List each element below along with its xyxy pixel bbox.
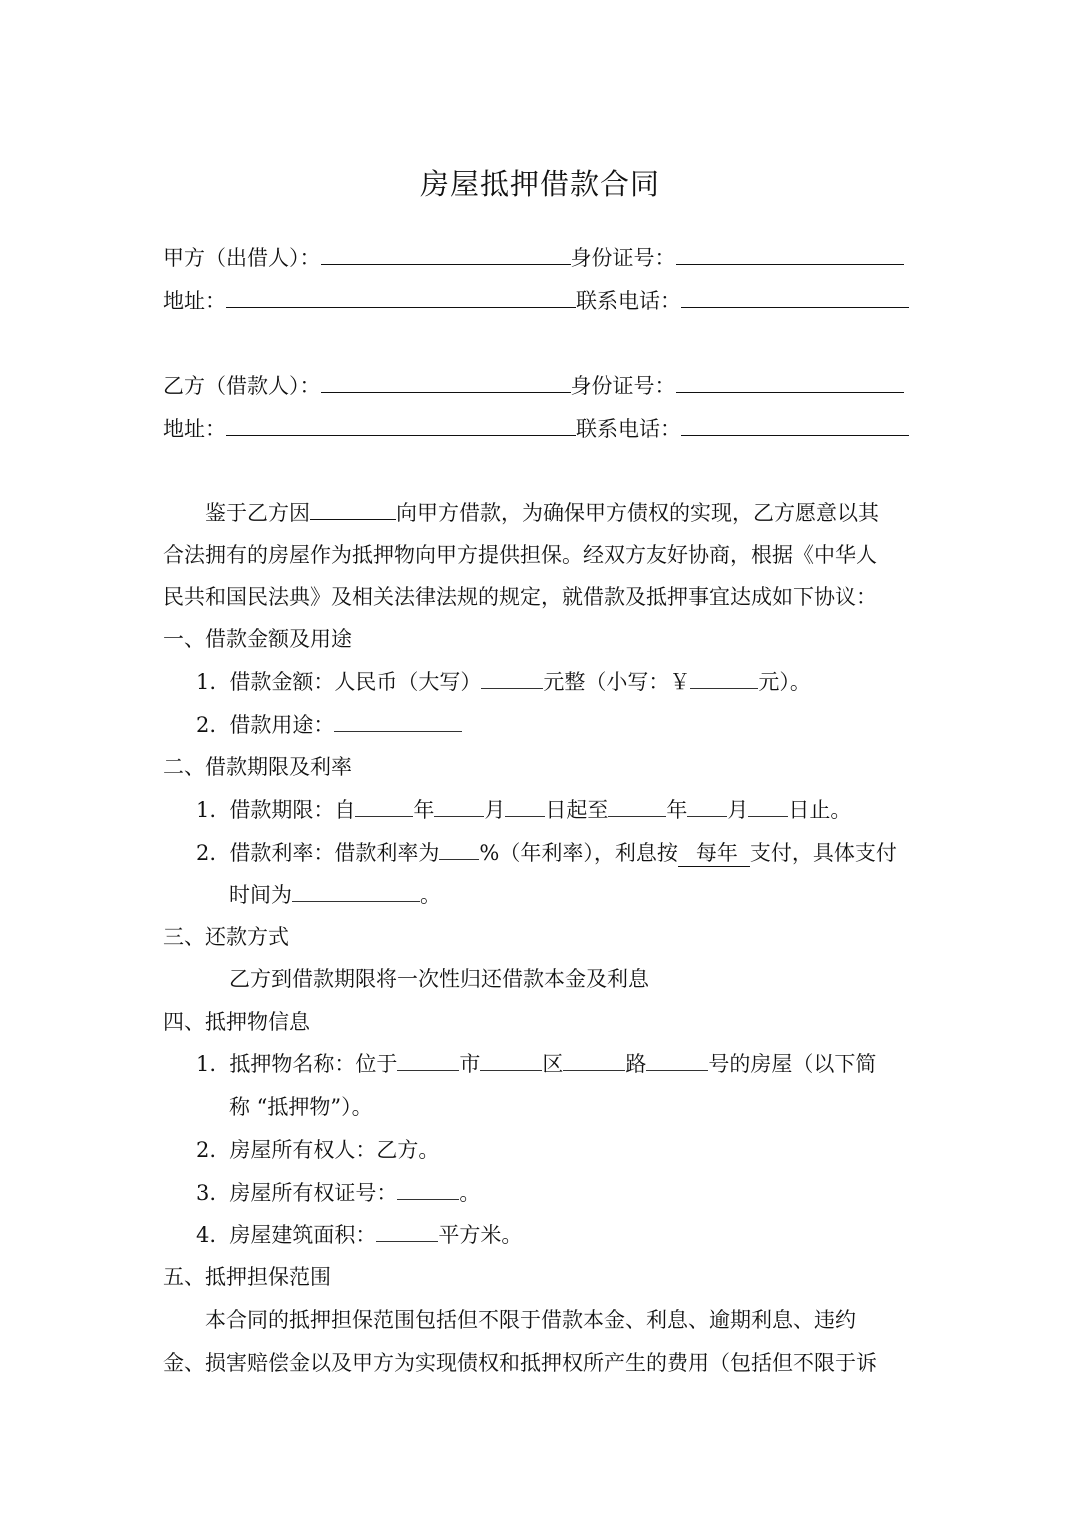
item-text: 年 <box>666 798 688 822</box>
item-text: 房屋建筑面积： <box>229 1223 377 1247</box>
party-a-address-row <box>163 285 909 316</box>
district-field[interactable] <box>480 1050 542 1071</box>
preamble-line-3: 民共和国民法典》及相关法律法规的规定，就借款及抵押事宜达成如下协议： <box>163 585 877 609</box>
item-text: 借款期限：自 <box>229 798 356 822</box>
item-text: 月 <box>727 798 749 822</box>
section-5-heading: 五、抵押担保范围 <box>163 1265 331 1289</box>
item-text: 房屋所有权人：乙方。 <box>229 1138 440 1162</box>
section-4-item-1-cont: 称 “抵押物”）。 <box>229 1095 373 1119</box>
item-text: 年 <box>413 798 435 822</box>
item-text: 日起至 <box>545 798 609 822</box>
section-5-line-2: 金、损害赔偿金以及甲方为实现债权和抵押权所产生的费用（包括但不限于诉 <box>163 1351 877 1375</box>
section-3-body: 乙方到借款期限将一次性归还借款本金及利息 <box>229 967 649 991</box>
floor-area-field[interactable] <box>376 1221 438 1242</box>
end-day-field[interactable] <box>748 796 788 817</box>
party-a-name-label: 甲方（出借人）： <box>163 246 321 270</box>
road-field[interactable] <box>563 1050 625 1071</box>
party-a-phone-field[interactable] <box>681 285 909 308</box>
item-number: 1. <box>196 1052 217 1076</box>
item-text: 元整（小写：￥ <box>543 670 691 694</box>
party-b-phone-label: 联系电话： <box>576 417 681 441</box>
section-4-item-4 <box>196 1220 522 1250</box>
city-field[interactable] <box>397 1050 459 1071</box>
item-text: 区 <box>542 1052 564 1076</box>
loan-purpose-field[interactable] <box>334 711 462 732</box>
preamble-line-2: 合法拥有的房屋作为抵押物向甲方提供担保。经双方友好协商，根据《中华人 <box>163 543 877 567</box>
preamble-text: 鉴于乙方因 <box>205 501 310 525</box>
party-b-name-field[interactable] <box>321 370 571 393</box>
party-b-address-label: 地址： <box>163 417 226 441</box>
item-number: 2. <box>196 713 217 737</box>
item-number: 1. <box>196 798 217 822</box>
section-1-heading: 一、借款金额及用途 <box>163 627 352 651</box>
item-number: 1. <box>196 670 217 694</box>
interest-rate-field[interactable] <box>439 839 479 860</box>
start-day-field[interactable] <box>505 796 545 817</box>
section-4-item-3 <box>196 1178 480 1208</box>
party-a-name-row <box>163 242 904 273</box>
payment-time-field[interactable] <box>292 881 420 902</box>
page-title: 房屋抵押借款合同 <box>419 167 660 201</box>
section-2-heading: 二、借款期限及利率 <box>163 755 352 779</box>
party-a-id-field[interactable] <box>676 242 904 265</box>
item-text: 号的房屋（以下简 <box>708 1052 877 1076</box>
item-text: 日止。 <box>788 798 852 822</box>
preamble-text: 向甲方借款，为确保甲方债权的实现，乙方愿意以其 <box>396 501 879 525</box>
loan-amount-digits-field[interactable] <box>690 668 758 689</box>
item-text: 房屋所有权证号： <box>229 1181 398 1205</box>
start-month-field[interactable] <box>434 796 484 817</box>
item-text: 。 <box>459 1181 481 1205</box>
party-b-phone-field[interactable] <box>681 413 909 436</box>
item-text: 路 <box>625 1052 647 1076</box>
party-a-address-field[interactable] <box>226 285 576 308</box>
party-a-id-label: 身份证号： <box>570 246 676 270</box>
item-text: %（年利率），利息按 <box>479 841 678 865</box>
payment-frequency-value[interactable]: 每年 <box>678 840 750 867</box>
section-2-item-1 <box>196 795 851 825</box>
party-b-name-label: 乙方（借款人）： <box>163 374 321 398</box>
item-text: 借款用途： <box>229 713 335 737</box>
item-text: 月 <box>484 798 506 822</box>
item-text: 支付，具体支付 <box>749 841 897 865</box>
section-3-heading: 三、还款方式 <box>163 925 289 949</box>
party-b-name-row <box>163 370 904 401</box>
item-text: 借款金额：人民币（大写） <box>229 670 482 694</box>
section-4-item-2 <box>196 1135 439 1165</box>
preamble-line-1 <box>205 497 879 528</box>
party-b-id-label: 身份证号： <box>570 374 676 398</box>
section-1-item-2 <box>196 710 462 740</box>
section-2-item-2-cont <box>229 880 441 910</box>
item-text: 借款利率：借款利率为 <box>229 841 440 865</box>
item-number: 4. <box>196 1223 217 1247</box>
item-text: 抵押物名称：位于 <box>229 1052 398 1076</box>
section-5-line-1: 本合同的抵押担保范围包括但不限于借款本金、利息、逾期利息、违约 <box>205 1308 856 1332</box>
party-b-id-field[interactable] <box>676 370 904 393</box>
party-b-address-field[interactable] <box>226 413 576 436</box>
party-a-address-label: 地址： <box>163 289 226 313</box>
item-text: 平方米。 <box>438 1223 523 1247</box>
item-text: 时间为 <box>229 883 292 907</box>
item-text: 。 <box>420 883 441 907</box>
item-number: 2. <box>196 841 217 865</box>
item-text: 市 <box>459 1052 481 1076</box>
section-4-heading: 四、抵押物信息 <box>163 1010 310 1034</box>
end-year-field[interactable] <box>608 796 666 817</box>
item-number: 2. <box>196 1138 217 1162</box>
item-number: 3. <box>196 1181 217 1205</box>
loan-amount-words-field[interactable] <box>481 668 543 689</box>
party-a-phone-label: 联系电话： <box>576 289 681 313</box>
house-number-field[interactable] <box>646 1050 708 1071</box>
section-2-item-2 <box>196 838 897 868</box>
party-b-address-row <box>163 413 909 444</box>
end-month-field[interactable] <box>687 796 727 817</box>
start-year-field[interactable] <box>355 796 413 817</box>
item-text: 元）。 <box>758 670 811 694</box>
section-4-item-1 <box>196 1049 876 1079</box>
loan-reason-field[interactable] <box>310 497 396 520</box>
ownership-certificate-field[interactable] <box>397 1179 459 1200</box>
section-1-item-1 <box>196 667 811 697</box>
party-a-name-field[interactable] <box>321 242 571 265</box>
